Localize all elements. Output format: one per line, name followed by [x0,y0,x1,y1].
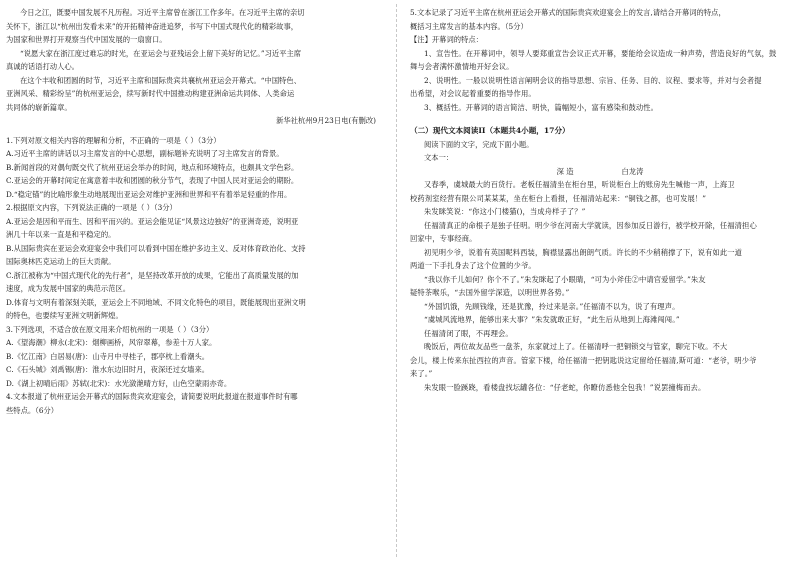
story-line: 朱发眼一脸蹊跷，看楼盘找坛罐各位：“仔老蛇，你瞭仿悉他全包我！”说罢撞梅而去。 [424,382,706,392]
passage-line: 关怀下，浙江以“杭州出发看未来”的开拓精神奋进追梦，书写下中国式现代化的精彩故事， [6,21,299,31]
note-item: 3、概括性。开幕词的语言简洁、明快，篇幅短小，富有感染和鼓动性。 [424,102,659,112]
story-line: 朱发眯笑说：“你这小门楼猫()，当成舟样子了？” [424,207,586,216]
column-divider [396,4,397,557]
section-heading: （二）现代文本阅读II（本题共4小题，17分） [410,126,570,135]
story-line: 回家中，专事经商。 [410,234,477,243]
story-author: 白龙涛 [621,166,644,176]
passage-line: 真诚的话语打动人心。 [6,62,79,71]
q2-option-line: A.亚运会是因和平而生、因和平而兴的。亚运会能见证“风景这边独好”的亚洲奇迹，说明亚 [6,216,299,226]
passage-line: 今日之江，既要中国发展不凡历程。习近平主席曾在浙江工作多年。在习近平主席的亲切 [20,8,305,17]
q3-option-b: B.《忆江南》白居易(唐)：山寺月中寻桂子，郡亭枕上看潮头。 [6,351,210,361]
q3-option-a: A.《望海潮》柳永(北宋)：烟柳画桥，风帘翠幕，参差十万人家。 [6,338,217,347]
q1-option-c: C.亚运会的开幕时间定在寓意着丰收和团圆的秋分节气，表现了中国人民对亚运会的期盼。 [6,176,299,185]
q2-option-line: 的特色，也要续写亚洲文明新辉煌。 [6,311,123,320]
q3-stem: 3.下列选项，不适合放在原文用来介绍杭州的一项是（ ）（3分） [6,324,214,334]
story-line: 又春季，虞城最大的百货行。老板任福清坐在柜台里，听说柜台上的账房先生喊他一声，上海卫 [424,180,735,189]
note-label: 【注】开幕词的特点： [410,35,483,44]
story-line: “我以你千儿如何？你个不了。”朱发眯起了小眼睛，“可为小斧佳②中请官爱留学。”朱友 [424,274,706,284]
q2-option-line: 国际奥林匹克运动上的巨大贡献。 [6,257,116,266]
story-line: 校药剂室经营有限公司某某某，坐在柜台上看报，任福清站起来：“铜钱之都，也可发展！” [410,193,707,203]
q4-stem: 些特点。（6分） [6,405,59,415]
note-item: 出希望，对会议起着重要的指导作用。 [410,89,536,98]
q2-option-line: 速度，成为发展中国家的典范示范区。 [6,284,131,293]
story-line: “虞城风流地界，能够出来大事？”朱发就敢正好，“此生后从地到上海滩闯闯。” [424,315,680,324]
spacer [410,114,790,124]
q4-stem: 4.文本报道了杭州亚运会开幕式的国际贵宾欢迎宴会，请简要说明此报道在报道事件时有哪 [6,392,298,401]
passage-line: 共同体的崭新篇章。 [6,102,72,112]
byline: 新华社杭州9月23日电(有删改) [276,116,376,125]
story-line: 来了。” [410,369,433,378]
note-item: 1、宣告性。在开幕词中，领导人要郑重宣告会议正式开幕，要能给会议造成一种声势，营造良好的气氛，鼓 [424,48,777,58]
q5-stem: 5.文本记录了习近平主席在杭州亚运会开幕式的国际贵宾欢迎宴会上的发言,请结合开幕词的特点， [410,8,726,17]
text-label: 文本一： [424,153,454,162]
section-instruction: 阅读下面的文字，完成下面小题。 [424,139,534,149]
note-item: 2、说明性。一般以说明性语言阐明会议的指导思想、宗旨、任务、目的、议程、要求等，并对与会者提 [424,75,762,85]
passage-line: 为国家和世界打开观察当代中国发展的一扇窗口。 [6,35,167,44]
story-line: 任福清真正的命根子是独子任明。明少爷在河南大学就读，因参加反日游行，被学校开除，任福清担心 [424,220,757,230]
q2-option-line: C.浙江被称为“中国式现代化的先行者”，是坚持改革开放的成果，它能出了高质量发展的加 [6,270,299,280]
q3-option-d: D.《湖上初晴后雨》苏轼(北宋)：水光潋滟晴方好，山色空蒙雨亦奇。 [6,378,232,388]
passage-line: “说愿大家在浙江度过难忘的时光，在亚运会与亚残运会上留下美好的记忆。”习近平主席 [20,48,302,58]
right-column [410,6,790,394]
q1-option-b: B.新闻首段的对偶句既交代了杭州亚运会举办的时间，地点和环境特点，也颇具文学色彩。 [6,162,299,172]
left-column [6,6,384,417]
story-title-row [410,165,790,179]
passage-line: 亚洲风采、精彩纷呈”的杭州亚运会，续写新时代中国推动构建亚洲命运共同体、人类命运 [6,89,295,98]
q2-option-line: 洲几十年以来一直是和平稳定的。 [6,230,116,239]
q3-option-c: C.《石头城》刘禹锡(唐)：淮水东边旧时月，夜深还过女墙来。 [6,365,210,374]
q2-stem: 2.根据原文内容，下列说法正确的一项是（ ）（3分） [6,203,177,212]
note-item: 舞与会者满怀激情地开好会议。 [410,62,514,71]
story-line: 任福清闭了眼，不再理会。 [424,328,513,338]
q2-option-line: B.从国际贵宾在亚运会欢迎宴会中我们可以看到中国在维护多边主义、反对体育政治化、支持 [6,243,306,253]
q1-option-a: A.习近平主席的讲话以习主席发言的中心思想，副标题补充说明了习主席发言的背景。 [6,149,284,158]
story-line: 初见明少爷，说着有英国呢料西装，胸襟显露出朗朗气质。许长的不少稍稍撑了下，说有如此一道 [424,247,743,257]
story-line: 两道一下手扎身去了这个位置的少爷。 [410,261,536,270]
q1-stem: 1.下列对原文相关内容的理解和分析，不正确的一项是（ ）（3分） [6,135,221,145]
q1-option-d: D.“稳定锚”的比喻形象生动地展现出亚运会对维护亚洲和世界和平有着举足轻重的作用。 [6,189,292,199]
q2-option-line: D.体育与文明有着深刻关联，亚运会上不同地域、不同文化特色的项目，既能展现出亚洲文明 [6,297,306,307]
q5-stem: 概括习主席发言的基本内容。（5分） [410,21,528,31]
story-line: “外国饥饿，先顾钱缘，还是犹豫，拎过来是亲。”任福清不以为，说了有理声。 [424,301,680,311]
story-line: 晚饭后，两位故友品些一盘茶，东家就过上了。任福清呼一把铜锁交与管家，聊完下收。不大 [424,342,728,351]
story-title: 深 造 [556,166,574,176]
passage-line: 在这个丰收和团圆的时节，习近平主席和国际贵宾共襄杭州亚运会开幕式。“中国特色、 [20,75,302,85]
story-line: 疑特茶喉乐，“去国外留学深造，以明世界各势。” [410,288,570,297]
story-line: 会儿，楼上传来东扯西拉的声音。管家下楼，给任福清一把钥匙说这定留给任福清,斯可道：“老爷，明少爷 [410,355,757,365]
